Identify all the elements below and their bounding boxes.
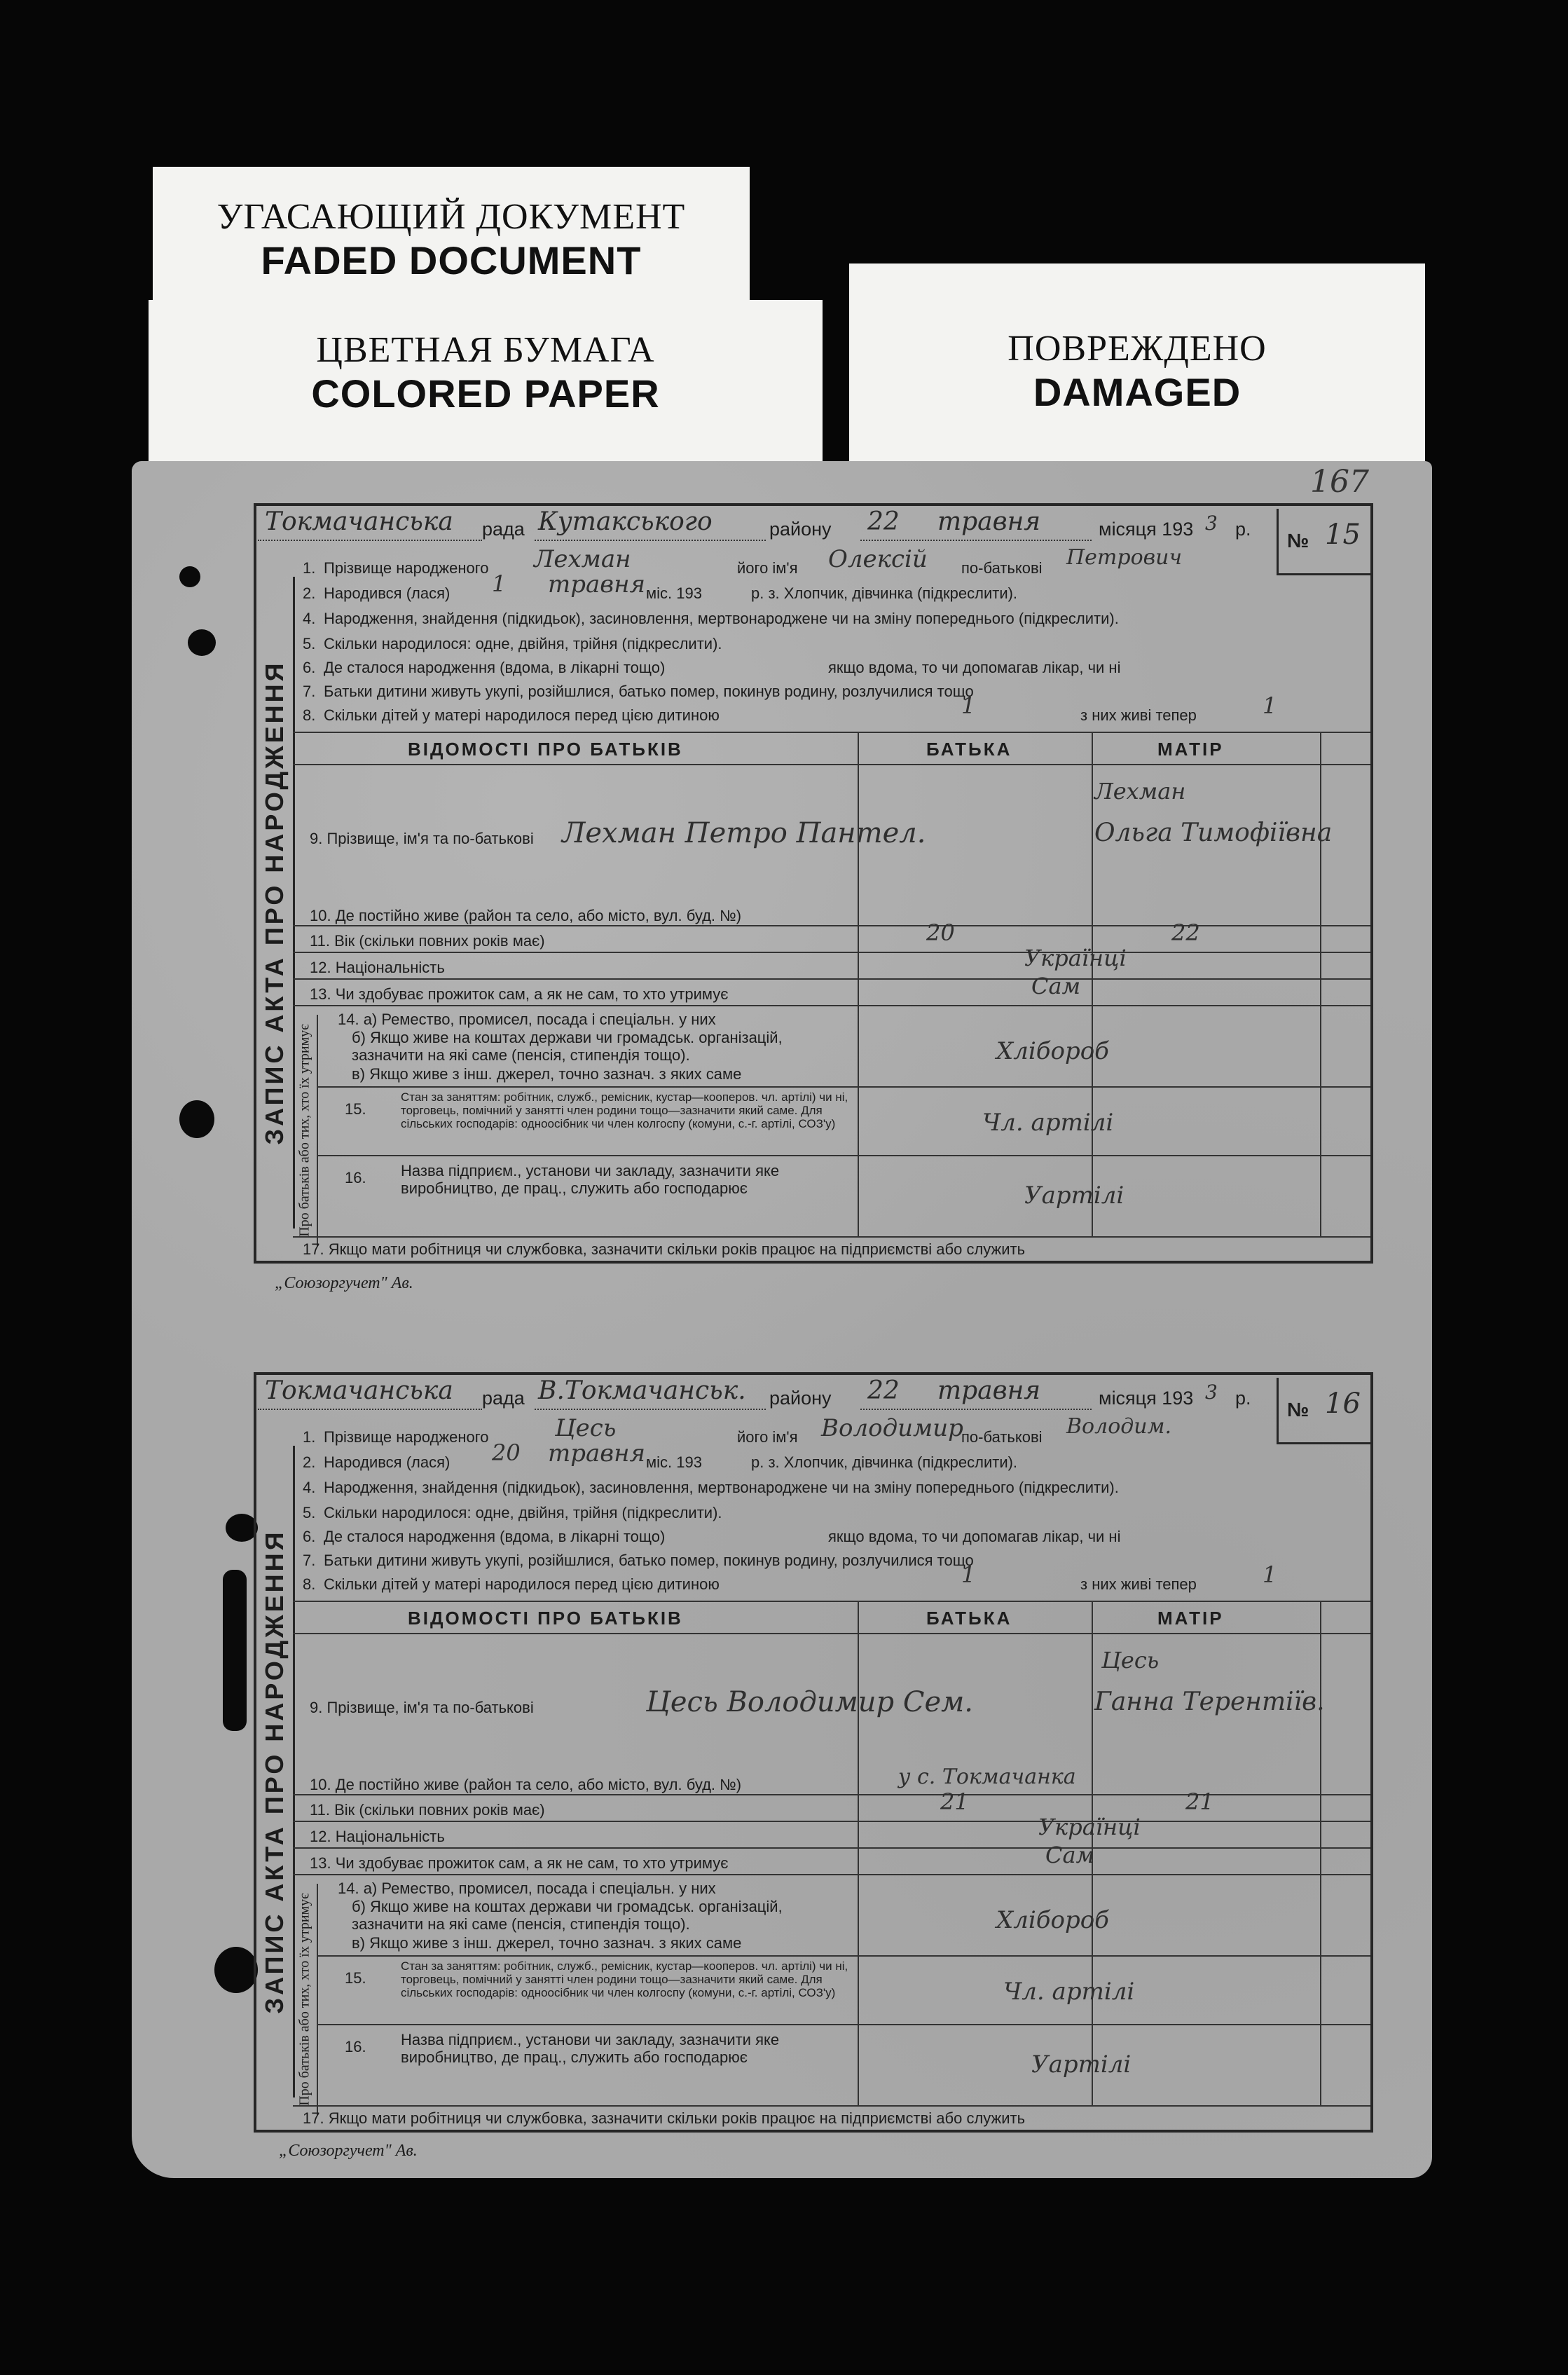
year-digit: 3	[1205, 1381, 1218, 1404]
faded-label-ru: УГАСАЮЩИЙ ДОКУМЕНТ	[216, 197, 686, 237]
birth-day: 20	[492, 1439, 521, 1466]
row-14c-label: в) Якщо живе з інш. джерел, точно зазнач. з яких саме	[352, 1934, 742, 1952]
row-10-label: 10. Де постійно живе (район та село, або місто, вул. буд. №)	[310, 1776, 742, 1793]
father-full-name: Цесь Володимир Сем.	[646, 1686, 973, 1718]
selrada-value: Токмачанська	[265, 507, 453, 536]
row-15-label: Стан за заняттям: робітник, служб., ремісник, кустар—кооперов. чл. артілі) чи ні, торговець, помічний у занятті член родини тощо—зазначити який саме. Для сільських господарів: одноосібник чи член колгоспу (комуни, с.-г. артілі, СОЗ'у)	[401, 1090, 848, 1130]
field-6-home-label: якщо вдома, то чи допомагав лікар, чи ні	[828, 659, 1121, 676]
birth-day: 1	[492, 570, 507, 597]
field-2-month-label: міс. 193	[646, 584, 702, 602]
row-14a-label: 14. а) Ремество, промисел, посада і спеціальн. у них	[338, 1011, 716, 1028]
field-1-name-label: його ім'я	[737, 559, 798, 577]
row-11-label: 11. Вік (скільки повних років має)	[310, 932, 545, 950]
printer-mark: „Союзоргучет" Ав.	[275, 1274, 413, 1292]
father-full-name: Лехман Петро Пантел.	[562, 817, 926, 849]
row-13-label: 13. Чи здобуває прожиток сам, а як не сам, то хто утримує	[310, 1854, 729, 1872]
field-6: 6. Де сталося народження (вдома, в лікарні тощо)	[303, 1528, 666, 1545]
mother-full-name: Ганна Терентіїв.	[1094, 1688, 1325, 1716]
year-r-label: р.	[1235, 519, 1251, 540]
father-age: 21	[940, 1788, 969, 1815]
mother-column-header: МАТІР	[1157, 739, 1224, 760]
field-2-month-label: міс. 193	[646, 1453, 702, 1471]
row-15-label: Стан за заняттям: робітник, служб., ремісник, кустар—кооперов. чл. артілі) чи ні, торговець, помічний у занятті член родини тощо—зазначити який саме. Для сільських господарів: одноосібник чи член колгоспу (комуни, с.-г. артілі, СОЗ'у)	[401, 1959, 848, 1999]
birth-month: травня	[548, 570, 645, 598]
number-sign: №	[1287, 1399, 1309, 1421]
parents-info-header: ВІДОМОСТІ ПРО БАТЬКІВ	[408, 739, 683, 760]
raion-label: району	[769, 1388, 832, 1409]
rada-label: рада	[482, 519, 525, 540]
archive-page-number: 167	[1310, 464, 1369, 500]
record-number: 15	[1325, 519, 1361, 551]
mother-full-name: Ольга Тимофіївна	[1094, 819, 1333, 847]
punch-hole	[223, 1570, 247, 1731]
year-digit: 3	[1205, 512, 1218, 535]
child-name: Олексій	[828, 545, 928, 573]
month-label: місяця 193	[1099, 1388, 1194, 1409]
row-15-number: 15.	[345, 1969, 366, 1987]
row-13-label: 13. Чи здобуває прожиток сам, а як не сам, то хто утримує	[310, 985, 729, 1003]
mother-column-header: МАТІР	[1157, 1608, 1224, 1629]
employment-status: Чл. артілі	[982, 1109, 1114, 1137]
faded-document-label	[153, 167, 750, 307]
row-17-label: 17. Якщо мати робітниця чи службовка, зазначити скільки років працює на підприємстві або служить	[303, 2109, 1026, 2127]
record-number-box	[1277, 1378, 1371, 1444]
row-16-number: 16.	[345, 2038, 366, 2055]
residence: у с. Токмачанка	[898, 1765, 1076, 1789]
record-number-box	[1277, 509, 1371, 575]
row-12-label: 12. Національність	[310, 959, 445, 976]
parents-info-header: ВІДОМОСТІ ПРО БАТЬКІВ	[408, 1608, 683, 1629]
row-17-label: 17. Якщо мати робітниця чи службовка, зазначити скільки років працює на підприємстві або служить	[303, 1240, 1026, 1258]
field-8-alive-label: з них живі тепер	[1080, 1575, 1197, 1593]
employment-status: Чл. артілі	[1003, 1978, 1135, 2006]
field-7: 7. Батьки дитини живуть укупі, розійшлися, батько помер, покинув родину, розлучилися тощо	[303, 1552, 974, 1569]
row-9-label: 9. Прізвище, ім'я та по-батькові	[310, 830, 534, 847]
row-10-label: 10. Де постійно живе (район та село, або місто, вул. буд. №)	[310, 907, 742, 924]
field-8: 8. Скільки дітей у матері народилося перед цією дитиною	[303, 706, 720, 724]
field-1: 1. Прізвище народженого	[303, 1428, 489, 1446]
selrada-value: Токмачанська	[265, 1376, 453, 1405]
raion-value: В.Токмачанськ.	[538, 1376, 746, 1405]
nationality: Українці	[1038, 1814, 1141, 1840]
field-2-sex-label: р. з. Хлопчик, дівчинка (підкреслити).	[751, 1453, 1018, 1471]
year-r-label: р.	[1235, 1388, 1251, 1409]
punch-hole	[179, 1100, 214, 1138]
birth-record-form-1	[254, 503, 1375, 1292]
child-patronymic: Петрович	[1066, 545, 1183, 570]
field-8: 8. Скільки дітей у матері народилося перед цією дитиною	[303, 1575, 720, 1593]
mother-age: 22	[1171, 919, 1200, 946]
row-16-label: Назва підприєм., установи чи закладу, зазначити яке виробництво, де прац., служить або господарює	[401, 2031, 780, 2066]
support: Сам	[1045, 1842, 1095, 1868]
day-value: 22	[867, 507, 900, 536]
month-value: травня	[937, 507, 1041, 536]
damaged-label-en: DAMAGED	[1033, 370, 1242, 414]
birth-record-form-2	[254, 1372, 1375, 2160]
row-16-number: 16.	[345, 1169, 366, 1186]
mother-surname: Цесь	[1101, 1647, 1160, 1674]
child-patronymic: Володим.	[1066, 1414, 1172, 1439]
side-subtitle: Про батьків або тих, хто їх утримує	[293, 1884, 318, 2115]
punch-hole	[188, 629, 216, 656]
record-number: 16	[1325, 1388, 1361, 1420]
mother-surname: Лехман	[1094, 778, 1186, 805]
support: Сам	[1031, 973, 1081, 999]
employer: Уартілі	[1031, 2051, 1132, 2079]
row-14b-label: б) Якщо живе на коштах держави чи громадськ. організацій, зазначити на які саме (пенсія, стипендія тощо).	[352, 1898, 783, 1933]
nationality: Українці	[1024, 945, 1127, 971]
father-age: 20	[926, 919, 955, 946]
side-subtitle: Про батьків або тих, хто їх утримує	[293, 1015, 318, 1246]
field-1-name-label: його ім'я	[737, 1428, 798, 1446]
child-surname: Лехман	[534, 545, 631, 573]
row-16-label: Назва підприєм., установи чи закладу, зазначити яке виробництво, де прац., служить або господарює	[401, 1162, 780, 1197]
field-5: 5. Скільки народилося: одне, двійня, трійня (підкреслити).	[303, 635, 722, 652]
children-before: 1	[961, 692, 976, 719]
form-header	[258, 507, 1267, 540]
field-2: 2. Народився (лася)	[303, 1453, 451, 1471]
form-header	[258, 1376, 1267, 1409]
father-column-header: БАТЬКА	[926, 1608, 1012, 1629]
colored-label-ru: ЦВЕТНАЯ БУМАГА	[316, 330, 655, 370]
field-6-home-label: якщо вдома, то чи допомагав лікар, чи ні	[828, 1528, 1121, 1545]
day-value: 22	[867, 1376, 900, 1405]
father-column-header: БАТЬКА	[926, 739, 1012, 760]
printer-mark: „Союзоргучет" Ав.	[279, 2142, 418, 2160]
child-name: Володимир	[821, 1414, 963, 1442]
month-label: місяця 193	[1099, 519, 1194, 540]
row-9-label: 9. Прізвище, ім'я та по-батькові	[310, 1699, 534, 1716]
damaged-label-ru: ПОВРЕЖДЕНО	[1007, 329, 1267, 369]
children-before: 1	[961, 1561, 976, 1588]
number-sign: №	[1287, 530, 1309, 552]
field-7: 7. Батьки дитини живуть укупі, розійшлися, батько помер, покинув родину, розлучилися тощо	[303, 683, 974, 700]
children-alive: 1	[1263, 1561, 1277, 1588]
side-title: ЗАПИС АКТА ПРО НАРОДЖЕННЯ	[256, 1446, 295, 2097]
field-5: 5. Скільки народилося: одне, двійня, трійня (підкреслити).	[303, 1504, 722, 1521]
punch-hole	[179, 566, 200, 587]
mother-age: 21	[1185, 1788, 1214, 1815]
field-2-sex-label: р. з. Хлопчик, дівчинка (підкреслити).	[751, 584, 1018, 602]
row-14b-label: б) Якщо живе на коштах держави чи громадськ. організацій, зазначити на які саме (пенсія, стипендія тощо).	[352, 1029, 783, 1064]
birth-month: травня	[548, 1439, 645, 1467]
row-14a-label: 14. а) Ремество, промисел, посада і спеціальн. у них	[338, 1880, 716, 1897]
field-1-patronymic-label: по-батькові	[961, 1428, 1043, 1446]
side-title: ЗАПИС АКТА ПРО НАРОДЖЕННЯ	[256, 577, 295, 1228]
field-3: 4. Народження, знайдення (підкидьок), засиновлення, мертвонароджене чи на зміну попереднього (підкреслити).	[303, 1479, 1119, 1496]
punch-hole	[214, 1947, 258, 1993]
children-alive: 1	[1263, 692, 1277, 719]
row-11-label: 11. Вік (скільки повних років має)	[310, 1801, 545, 1819]
field-1-patronymic-label: по-батькові	[961, 559, 1043, 577]
field-6: 6. Де сталося народження (вдома, в лікарні тощо)	[303, 659, 666, 676]
colored-label-en: COLORED PAPER	[311, 371, 660, 416]
field-1: 1. Прізвище народженого	[303, 559, 489, 577]
row-12-label: 12. Національність	[310, 1828, 445, 1845]
raion-value: Кутакського	[538, 507, 713, 536]
field-2: 2. Народився (лася)	[303, 584, 451, 602]
row-15-number: 15.	[345, 1100, 366, 1118]
employer: Уартілі	[1024, 1182, 1125, 1210]
row-14c-label: в) Якщо живе з інш. джерел, точно зазнач. з яких саме	[352, 1065, 742, 1083]
month-value: травня	[937, 1376, 1041, 1405]
faded-label-en: FADED DOCUMENT	[261, 238, 642, 282]
colored-paper-label	[149, 300, 823, 468]
occupation: Хлібороб	[996, 1037, 1109, 1065]
raion-label: району	[769, 519, 832, 540]
field-8-alive-label: з них живі тепер	[1080, 706, 1197, 724]
damaged-label	[849, 263, 1425, 474]
rada-label: рада	[482, 1388, 525, 1409]
child-surname: Цесь	[555, 1414, 617, 1442]
field-3: 4. Народження, знайдення (підкидьок), засиновлення, мертвонароджене чи на зміну попереднього (підкреслити).	[303, 610, 1119, 627]
occupation: Хлібороб	[996, 1906, 1109, 1934]
